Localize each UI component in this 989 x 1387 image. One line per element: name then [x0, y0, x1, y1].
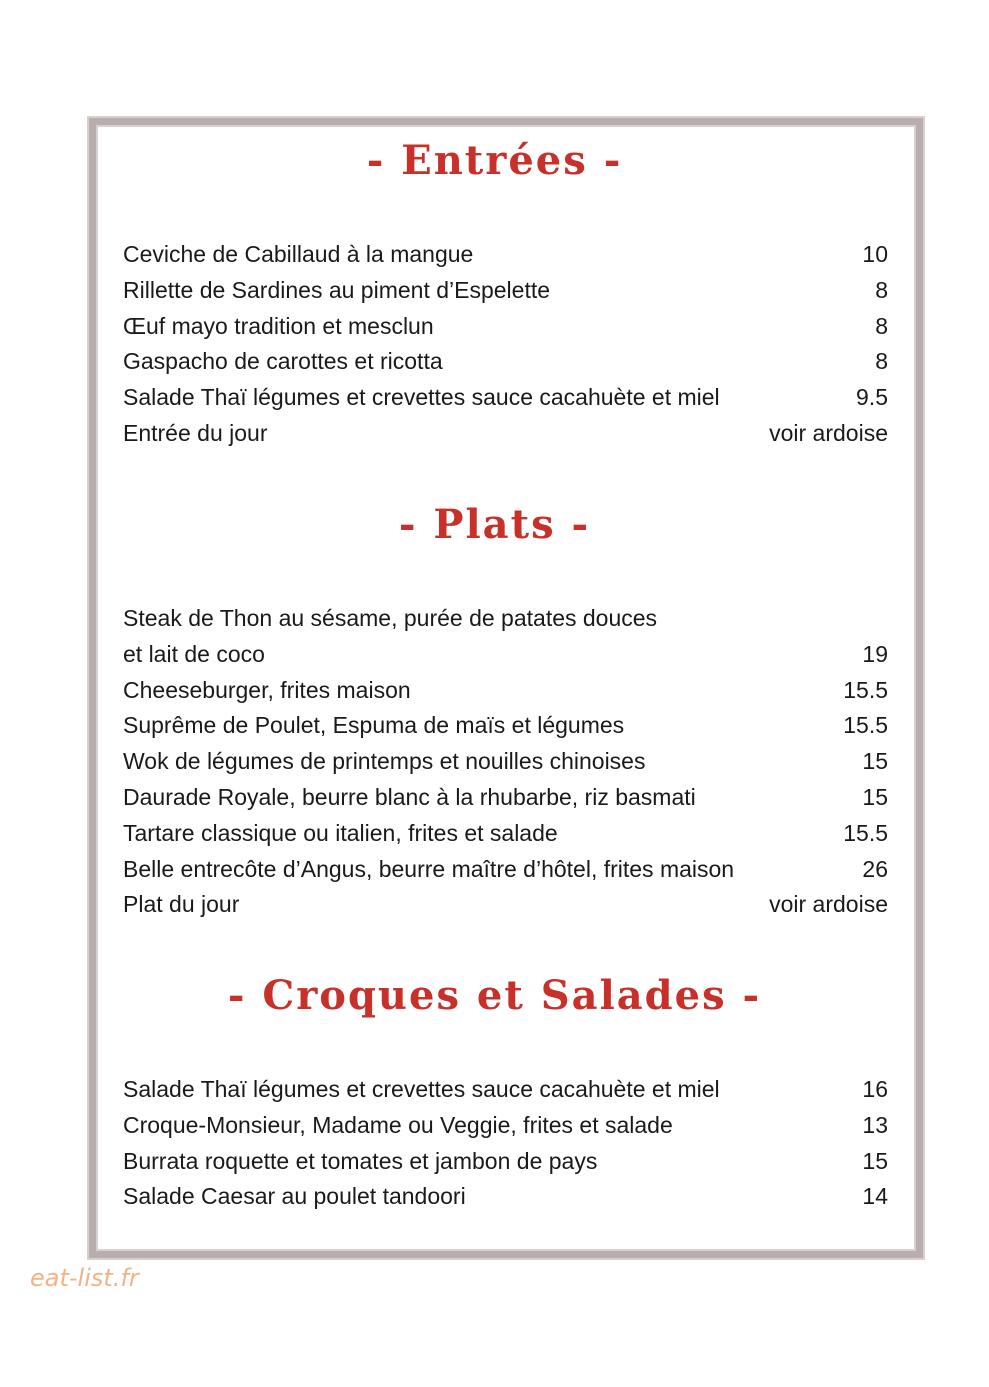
item-price: 16	[862, 1076, 888, 1102]
item-name: Daurade Royale, beurre blanc à la rhubarbe, riz basmati	[123, 783, 696, 810]
item-price: 19	[862, 640, 888, 667]
item-name: Plat du jour	[123, 891, 240, 918]
menu-item	[123, 816, 888, 852]
item-name: et lait de coco	[123, 640, 265, 667]
item-name: Œuf mayo tradition et mesclun	[123, 312, 434, 339]
item-price: 8	[875, 348, 888, 375]
item-price: 15.5	[843, 712, 888, 739]
item-name: Rillette de Sardines au piment d’Espelette	[123, 276, 551, 303]
item-price: 26	[862, 855, 888, 882]
item-price: 14	[862, 1183, 888, 1210]
menu-item	[123, 380, 888, 416]
menu-item	[123, 887, 888, 923]
item-name: Tartare classique ou italien, frites et salade	[123, 819, 558, 846]
item-price: 8	[875, 276, 888, 303]
item-price: 15.5	[843, 819, 888, 846]
item-name: Ceviche de Cabillaud à la mangue	[123, 241, 474, 267]
menu-item	[123, 1108, 888, 1144]
section-title-entrees: - Entrées -	[366, 137, 623, 184]
menu-item	[123, 637, 888, 673]
item-name: Cheeseburger, frites maison	[123, 676, 411, 703]
menu-item	[123, 416, 888, 452]
menu-item	[123, 309, 888, 345]
item-name: Salade Thaï légumes et crevettes sauce cacahuète et miel	[123, 384, 720, 411]
menu-item	[123, 1072, 888, 1108]
menu-item	[123, 601, 888, 637]
menu-item	[123, 780, 888, 816]
item-price: voir ardoise	[769, 891, 888, 918]
menu-item	[123, 673, 888, 709]
item-name: Gaspacho de carottes et ricotta	[123, 348, 443, 375]
item-name: Salade Caesar au poulet tandoori	[123, 1183, 466, 1210]
item-name: Belle entrecôte d’Angus, beurre maître d’hôtel, frites maison	[123, 855, 735, 882]
item-price: 9.5	[856, 384, 888, 411]
item-name: Steak de Thon au sésame, purée de patates douces	[123, 605, 658, 631]
item-name: Croque-Monsieur, Madame ou Veggie, frites et salade	[123, 1111, 673, 1138]
plats-list	[123, 601, 888, 923]
entrees-list	[123, 237, 888, 452]
item-name: Suprême de Poulet, Espuma de maïs et légumes	[123, 712, 625, 739]
watermark-logo: eat-list.fr	[30, 1264, 139, 1292]
item-price: 15	[862, 748, 888, 775]
menu-item	[123, 1179, 888, 1215]
item-name: Wok de légumes de printemps et nouilles chinoises	[123, 748, 646, 775]
item-price: voir ardoise	[769, 419, 888, 446]
menu-item	[123, 744, 888, 780]
item-price: 15.5	[843, 676, 888, 703]
croques-salades-list	[123, 1072, 888, 1215]
menu-item	[123, 1144, 888, 1180]
section-title-plats: - Plats -	[398, 501, 591, 548]
item-price: 10	[862, 241, 888, 267]
item-price: 13	[862, 1111, 888, 1138]
menu-item	[123, 237, 888, 273]
item-price: 15	[862, 1147, 888, 1174]
menu-item	[123, 273, 888, 309]
section-title-croques-salades: - Croques et Salades -	[227, 972, 762, 1019]
item-name: Entrée du jour	[123, 419, 268, 446]
item-price: 8	[875, 312, 888, 339]
menu-item	[123, 344, 888, 380]
item-name: Salade Thaï légumes et crevettes sauce cacahuète et miel	[123, 1076, 720, 1102]
menu-item	[123, 852, 888, 888]
menu-item	[123, 708, 888, 744]
item-name: Burrata roquette et tomates et jambon de pays	[123, 1147, 598, 1174]
item-price: 15	[862, 783, 888, 810]
